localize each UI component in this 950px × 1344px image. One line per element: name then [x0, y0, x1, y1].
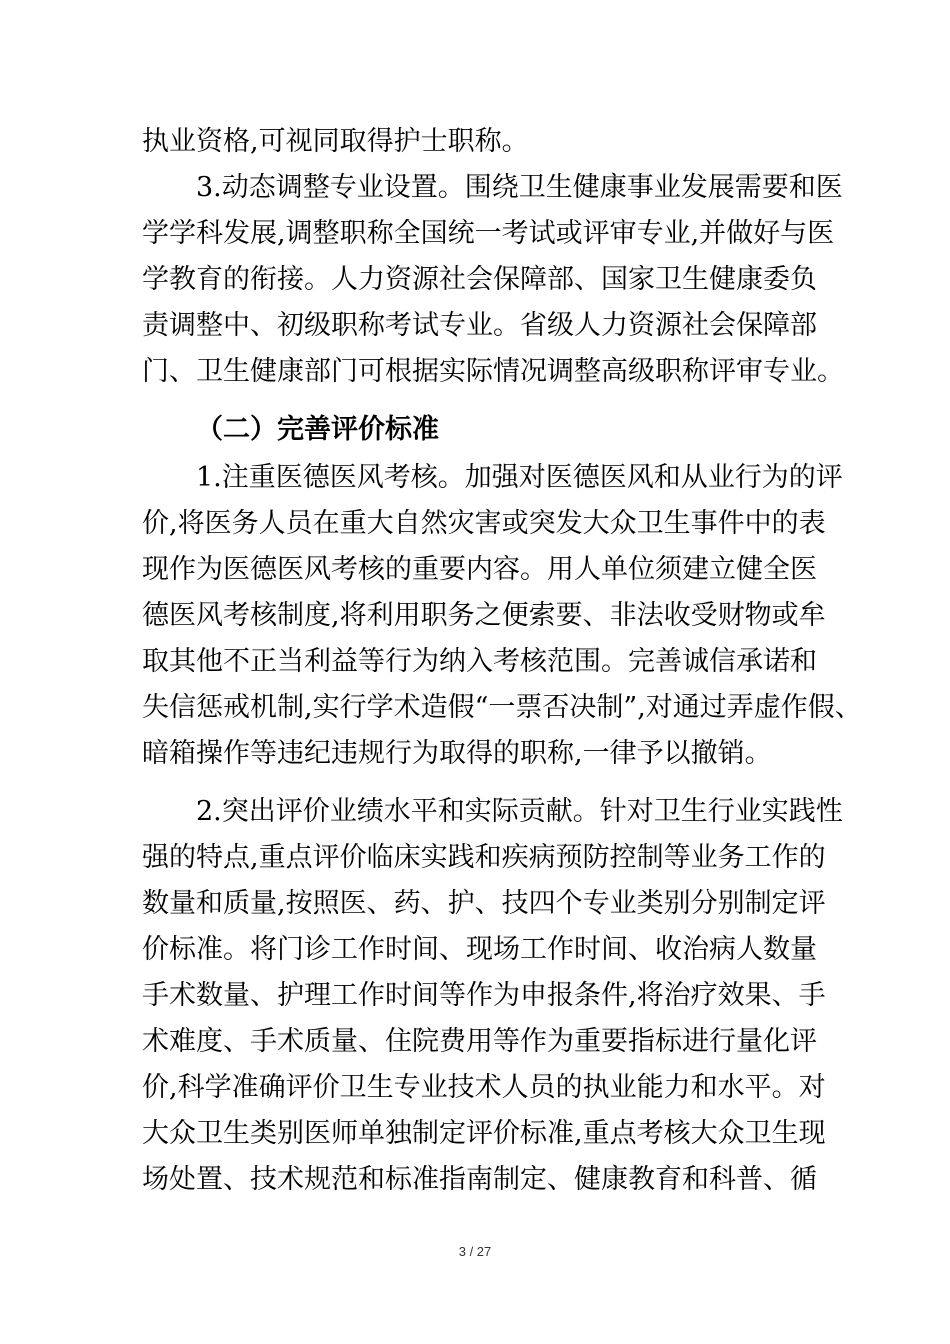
text-line: 大众卫生类别医师单独制定评价标准,重点考核大众卫生现	[142, 1118, 826, 1149]
text-line: 现作为医德医风考核的重要内容。用人单位须建立健全医	[142, 554, 817, 585]
text-line: 手术数量、护理工作时间等作为申报条件,将治疗效果、手	[142, 980, 826, 1011]
text-line: 数量和质量,按照医、药、护、技四个专业类别分别制定评	[142, 888, 826, 919]
text-line: 执业资格,可视同取得护士职称。	[142, 126, 529, 157]
page-number: 3 / 27	[458, 1244, 492, 1259]
text-line: 价,科学准确评价卫生专业技术人员的执业能力和水平。对	[142, 1072, 826, 1103]
text-line: 失信惩戒机制,实行学术造假“一票否决制”,对通过弄虚作假、	[142, 692, 862, 723]
text-line: 德医风考核制度,将利用职务之便索要、非法收受财物或牟	[142, 600, 826, 631]
section-heading: （二）完善评价标准	[196, 414, 439, 445]
text-line: 暗箱操作等违纪违规行为取得的职称,一律予以撤销。	[142, 738, 772, 769]
text-line: 门、卫生健康部门可根据实际情况调整高级职称评审专业。	[142, 356, 844, 387]
text-line: 1.注重医德医风考核。加强对医德医风和从业行为的评	[196, 462, 843, 493]
text-line: 学教育的衔接。人力资源社会保障部、国家卫生健康委负	[142, 264, 817, 295]
text-line: 学学科发展,调整职称全国统一考试或评审专业,并做好与医	[142, 218, 835, 249]
text-line: 责调整中、初级职称考试专业。省级人力资源社会保障部	[142, 310, 817, 341]
text-line: 强的特点,重点评价临床实践和疾病预防控制等业务工作的	[142, 842, 826, 873]
text-line: 取其他不正当利益等行为纳入考核范围。完善诚信承诺和	[142, 646, 817, 677]
text-line: 价,将医务人员在重大自然灾害或突发大众卫生事件中的表	[142, 508, 826, 539]
text-line: 价标准。将门诊工作时间、现场工作时间、收治病人数量	[142, 934, 817, 965]
text-line: 3.动态调整专业设置。围绕卫生健康事业发展需要和医	[196, 172, 843, 203]
text-line: 2.突出评价业绩水平和实际贡献。针对卫生行业实践性	[196, 796, 843, 827]
text-line: 术难度、手术质量、住院费用等作为重要指标进行量化评	[142, 1026, 817, 1057]
text-line: 场处置、技术规范和标准指南制定、健康教育和科普、循	[142, 1164, 817, 1195]
